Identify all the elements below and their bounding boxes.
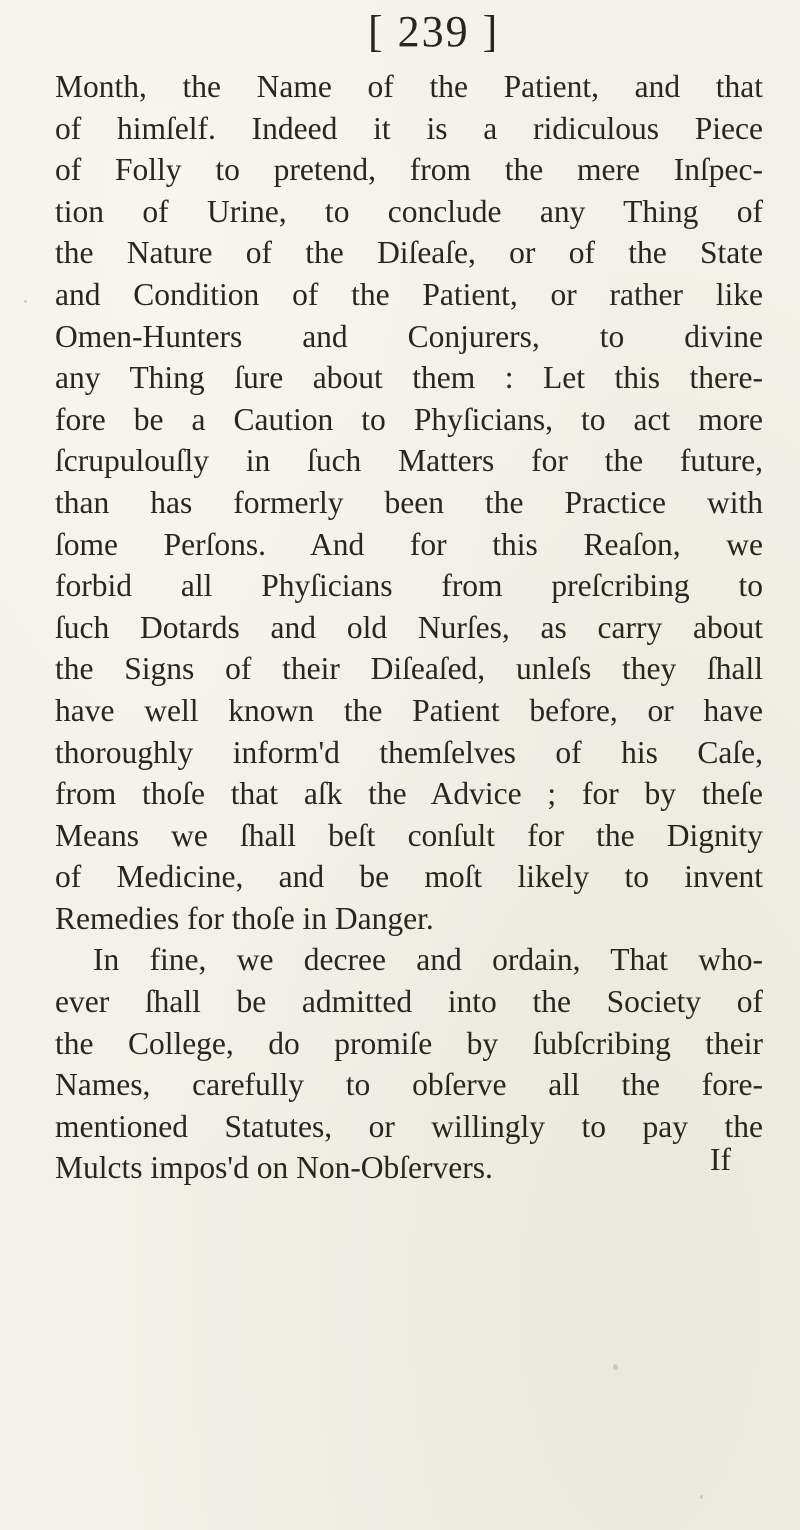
paper-speck bbox=[700, 1495, 703, 1499]
text-line-27: Mulcts impos'd on Non-Obſervers. bbox=[55, 1150, 493, 1186]
text-line-7: Omen-Hunters and Conjurers, to divine bbox=[55, 318, 763, 354]
text-line-2: of himſelf. Indeed it is a ridiculous Piece bbox=[55, 110, 763, 146]
text-line-16: have well known the Patient before, or have bbox=[55, 692, 763, 728]
text-line-1: Month, the Name of the Patient, and that bbox=[55, 69, 763, 104]
text-line-4: tion of Urine, to conclude any Thing of bbox=[55, 193, 763, 229]
text-line-21: Remedies for thoſe in Danger. bbox=[55, 900, 434, 936]
text-line-6: and Condition of the Patient, or rather like bbox=[55, 276, 763, 312]
text-line-9: fore be a Caution to Phyſicians, to act more bbox=[55, 401, 763, 437]
paper-speck bbox=[613, 1364, 618, 1370]
text-line-10: ſcrupulouſly in ſuch Matters for the future, bbox=[55, 443, 763, 479]
body-text bbox=[55, 66, 763, 1189]
text-line-23: ever ſhall be admitted into the Society of bbox=[55, 984, 763, 1020]
text-line-20: of Medicine, and be moſt likely to invent bbox=[55, 859, 763, 895]
text-line-22: In fine, we decree and ordain, That who- bbox=[93, 942, 763, 978]
text-line-5: the Nature of the Diſeaſe, or of the State bbox=[55, 235, 763, 271]
text-line-8: any Thing ſure about them : Let this there- bbox=[55, 360, 763, 396]
catchword: If bbox=[710, 1142, 731, 1177]
text-line-3: of Folly to pretend, from the mere Inſpec- bbox=[55, 152, 763, 188]
paper-speck bbox=[24, 300, 27, 303]
text-line-17: thoroughly inform'd themſelves of his Caſe, bbox=[55, 734, 763, 770]
text-line-19: Means we ſhall beſt conſult for the Dignity bbox=[55, 817, 763, 853]
text-line-26: mentioned Statutes, or willingly to pay the bbox=[55, 1108, 763, 1144]
text-line-13: forbid all Phyſicians from preſcribing to bbox=[55, 568, 763, 604]
text-line-15: the Signs of their Diſeaſed, unleſs they ſhall bbox=[55, 651, 763, 687]
text-line-12: ſome Perſons. And for this Reaſon, we bbox=[55, 526, 763, 562]
text-line-11: than has formerly been the Practice with bbox=[55, 484, 763, 520]
text-line-24: the College, do promiſe by ſubſcribing their bbox=[55, 1025, 763, 1061]
text-line-25: Names, carefully to obſerve all the fore- bbox=[55, 1067, 763, 1103]
page-number: [ 239 ] bbox=[368, 7, 500, 56]
text-line-18: from thoſe that aſk the Advice ; for by theſe bbox=[55, 776, 763, 812]
text-line-14: ſuch Dotards and old Nurſes, as carry about bbox=[55, 609, 763, 645]
